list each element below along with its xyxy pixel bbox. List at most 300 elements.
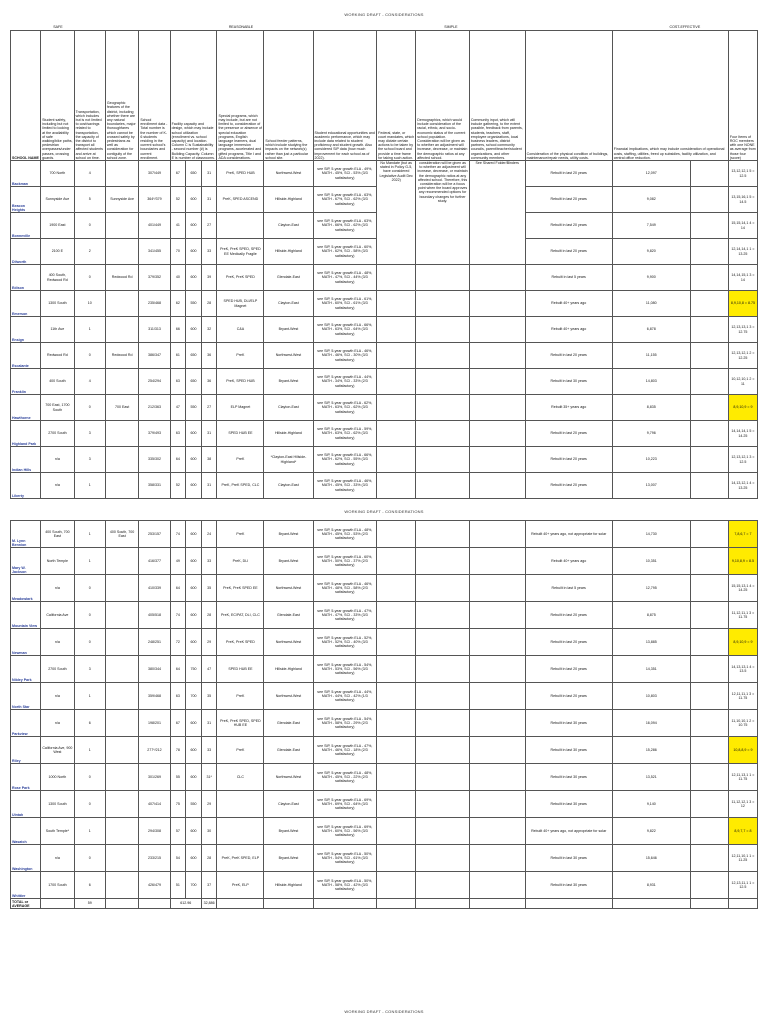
financial-value: 13,007: [612, 473, 690, 499]
empty-cell: [416, 818, 470, 845]
financial-value: 9,082: [612, 187, 690, 213]
group-safe: SAFE: [11, 24, 106, 31]
school-row: [11, 473, 758, 499]
financial-value: 8,931: [612, 872, 690, 899]
enrollment: 254/294: [139, 369, 170, 395]
empty-cell: [377, 447, 416, 473]
empty-cell: [377, 764, 416, 791]
empty-cell: [690, 521, 728, 548]
student-safety: 11th Ave: [41, 317, 74, 343]
totals-value-b: 32,886: [201, 899, 217, 909]
empty-cell: [377, 818, 416, 845]
roc-score: 15,15,13,1 4 = 14.25: [728, 575, 757, 602]
roc-score: 11,10,10,1 2 = 10.75: [728, 710, 757, 737]
empty-cell: [416, 845, 470, 872]
feeder-pattern: Hillside-Highland: [264, 656, 313, 683]
facility-c: 31: [201, 473, 217, 499]
student-safety: 1000 North: [41, 764, 74, 791]
school-name: Bonneville: [11, 213, 41, 239]
school-name: Highland Park: [11, 421, 41, 447]
transportation: 0: [74, 395, 105, 421]
financial-value: 8,835: [612, 395, 690, 421]
school-row: [11, 447, 758, 473]
feeder-pattern: Northwest-West: [264, 343, 313, 369]
feeder-pattern: Clayton-East: [264, 213, 313, 239]
roc-score: 12,13,12,1 2 = 12.25: [728, 343, 757, 369]
facility-a: 74: [170, 602, 186, 629]
financial-value: 8,875: [612, 602, 690, 629]
roc-score: 11,12,11,1 3 = 11.75: [728, 602, 757, 629]
geographic: Sunnyside Ave: [105, 187, 138, 213]
building-condition: Rebuilt in last 30 years: [525, 845, 612, 872]
educational-data: see SIP, 5-year growth ELA - 66%, MATH - 63%, SCI - 64% (3/3 satisfactory): [313, 317, 377, 343]
facility-b: 700: [186, 683, 202, 710]
roc-score: 14,14,15,1 3 = 14: [728, 265, 757, 291]
school-row: [11, 369, 758, 395]
facility-b: 700: [186, 872, 202, 899]
transportation: 3: [74, 656, 105, 683]
facility-a: 64: [170, 656, 186, 683]
col-head-geographic: Geographic features of the district, including whether there are any natural boundaries, major thoroughfares which cannot be crossed safely by pedestrians as well as consideration for contiguity of the school zone.: [105, 31, 138, 161]
empty-cell: [377, 791, 416, 818]
totals-row: [11, 899, 758, 909]
facility-a: 61: [170, 343, 186, 369]
facility-b: 600: [186, 187, 202, 213]
transportation: 4: [74, 161, 105, 187]
facility-b: 750: [186, 656, 202, 683]
totals-transport: 59: [74, 899, 105, 909]
facility-b: 600: [186, 575, 202, 602]
educational-data: see SIP, 5-year growth ELA - 69%, MATH - 69%, SCI - 64% (3/3 satisfactory): [313, 791, 377, 818]
empty-cell: [377, 421, 416, 447]
financial-value: 14,351: [612, 656, 690, 683]
facility-b: 650: [186, 369, 202, 395]
facility-a: 40: [170, 265, 186, 291]
enrollment: 426/479: [139, 872, 170, 899]
building-condition: Rebuilt in last 20 years: [525, 239, 612, 265]
financial-value: 9,822: [612, 818, 690, 845]
empty-cell: [416, 629, 470, 656]
school-row: [11, 872, 758, 899]
school-row: [11, 629, 758, 656]
transportation: 6: [74, 710, 105, 737]
empty-cell: [416, 683, 470, 710]
financial-value: 6,878: [612, 317, 690, 343]
empty-cell: [377, 845, 416, 872]
empty-cell: [416, 575, 470, 602]
financial-value: 10,351: [612, 548, 690, 575]
transportation: 1: [74, 317, 105, 343]
empty-cell: [690, 710, 728, 737]
feeder-pattern: Bryant-West: [264, 317, 313, 343]
empty-cell: [377, 395, 416, 421]
roc-score: 14,13,12,1 4 = 13.25: [728, 473, 757, 499]
empty-cell: [469, 343, 525, 369]
student-safety: 700 North: [41, 161, 74, 187]
empty-cell: [690, 845, 728, 872]
financial-value: 15,286: [612, 737, 690, 764]
empty-cell: [469, 791, 525, 818]
facility-c: 31: [201, 710, 217, 737]
special-programs: PreK, PreK SPED, CLC: [217, 473, 264, 499]
geographic: [105, 369, 138, 395]
transportation: 2: [74, 239, 105, 265]
facility-c: 33: [201, 737, 217, 764]
enrollment: 307/449: [139, 161, 170, 187]
empty-cell: [377, 629, 416, 656]
geographic: [105, 548, 138, 575]
roc-score: 10,12,10,1 2 = 11: [728, 369, 757, 395]
roc-score: 12,11,13,1 1 = 11.75: [728, 764, 757, 791]
transportation: 1: [74, 737, 105, 764]
building-condition: Rebuilt in last 30 years: [525, 710, 612, 737]
student-safety: n/a: [41, 683, 74, 710]
enrollment: 311/313: [139, 317, 170, 343]
considerations-table-bottom: [10, 520, 758, 909]
building-condition: Rebuilt in last 20 years: [525, 343, 612, 369]
student-safety: Sunnyside Ave: [41, 187, 74, 213]
facility-b: 600: [186, 239, 202, 265]
special-programs: PreK, SPED HUB: [217, 161, 264, 187]
building-condition: Rebuilt 35+ years ago: [525, 395, 612, 421]
empty-cell: [469, 421, 525, 447]
school-row: [11, 602, 758, 629]
col-head-student-safety: Student safety, including but not limited to looking at the availability of safe walking/bike paths, pedestrian overpasses/underpasses, crossing guards.: [41, 31, 74, 161]
school-name: Beacon Heights: [11, 187, 41, 213]
facility-b: 600: [186, 602, 202, 629]
special-programs: PreK: [217, 343, 264, 369]
financial-value: 9,820: [612, 239, 690, 265]
empty-cell: [690, 421, 728, 447]
facility-b: 600: [186, 845, 202, 872]
empty-cell: [377, 291, 416, 317]
financial-value: 12,097: [612, 161, 690, 187]
geographic: [105, 629, 138, 656]
facility-a: 54: [170, 845, 186, 872]
student-safety: 700 East, 1700 South: [41, 395, 74, 421]
roc-score: 15,15,14,1 4 = 14: [728, 213, 757, 239]
facility-a: 41: [170, 213, 186, 239]
enrollment: 198/201: [139, 710, 170, 737]
building-condition: Rebuilt in last 5 years: [525, 575, 612, 602]
school-row: [11, 265, 758, 291]
transportation: 0: [74, 265, 105, 291]
transportation: 0: [74, 343, 105, 369]
educational-data: see SIP, 5-year growth ELA - 60%, MATH - 62%, SCI - 58% (3/3 satisfactory): [313, 239, 377, 265]
transportation: 0: [74, 791, 105, 818]
empty-cell: [377, 265, 416, 291]
enrollment: 294/308: [139, 818, 170, 845]
transportation: 0: [74, 845, 105, 872]
facility-c: 35: [201, 575, 217, 602]
empty-cell: [416, 369, 470, 395]
geographic: 700 East: [105, 395, 138, 421]
school-row: [11, 343, 758, 369]
facility-a: 67: [170, 710, 186, 737]
facility-b: 600: [186, 764, 202, 791]
facility-a: 49: [170, 548, 186, 575]
col-head-special-programs: Special programs, which may include, but are not limited to, consideration of the presence or absence of special education programs, English language learners, dual language immersion programs, accelerated and gifted programs, Title I and ADA considerations.: [217, 31, 264, 161]
facility-a: 52: [170, 473, 186, 499]
student-safety: n/a: [41, 710, 74, 737]
empty-cell: [469, 683, 525, 710]
empty-cell: [416, 447, 470, 473]
student-safety: 400 South, Redwood Rd: [41, 265, 74, 291]
geographic: [105, 447, 138, 473]
educational-data: see SIP, 5-year growth ELA - 49%, MATH - 45%, SCI - 53% (3/3 satisfactory): [313, 161, 377, 187]
building-condition: Rebuilt in last 20 years: [525, 473, 612, 499]
student-safety: 1300 South: [41, 291, 74, 317]
facility-a: 74: [170, 521, 186, 548]
educational-data: see SIP, 5-year growth ELA - 63%, MATH - 67%, SCI - 62% (3/3 satisfactory): [313, 187, 377, 213]
empty-cell: [416, 737, 470, 764]
school-row: [11, 791, 758, 818]
feeder-pattern: Clayton-East: [264, 791, 313, 818]
roc-score: 7,8,6,7 = 7: [728, 521, 757, 548]
facility-b: 600: [186, 265, 202, 291]
enrollment: 248/251: [139, 629, 170, 656]
empty-cell: [416, 791, 470, 818]
geographic: [105, 602, 138, 629]
empty-cell: [690, 872, 728, 899]
special-programs: PreK, PreK SPED: [217, 265, 264, 291]
roc-score: 9,10,8,9 = 8.5: [728, 548, 757, 575]
empty-cell: [469, 369, 525, 395]
special-programs: SPED HUB EE: [217, 421, 264, 447]
facility-a: 63: [170, 683, 186, 710]
building-condition: Rebuilt 40+ years ago: [525, 548, 612, 575]
financial-value: 11,155: [612, 343, 690, 369]
educational-data: see SIP, 5-year growth ELA - 50%, MATH - 54%, SCI - 61% (3/3 satisfactory): [313, 845, 377, 872]
empty-cell: [690, 187, 728, 213]
empty-cell: [690, 602, 728, 629]
transportation: 4: [74, 369, 105, 395]
roc-score: 8,9,10,9 = 9: [728, 395, 757, 421]
feeder-pattern: Northwest-West: [264, 683, 313, 710]
col-head-financial: Financial implications, which may include consideration of operational costs, staffing, utilities, freed up subsidies, facility utilization, and central office reduction.: [612, 31, 728, 161]
educational-data: see SIP, 5-year growth ELA - 50%, MATH - 58%, SCI - 42% (3/3 satisfactory): [313, 872, 377, 899]
empty-cell: [416, 548, 470, 575]
col-head-score: Four Items of ROC members with one NONE as average from those four (score): [728, 31, 757, 161]
empty-cell: [690, 737, 728, 764]
educational-data: see SIP, 5-year growth ELA - 54%, MATH - 58%, SCI - 29% (2/3 satisfactory): [313, 710, 377, 737]
enrollment: 301/269: [139, 764, 170, 791]
empty-cell: [469, 629, 525, 656]
col-head-facility: Facility capacity and design, which may include school utilization (enrollment vs. school capacity) and location. Column C is Sustainability - second number (#) is Building Capacity. Column E is number of classrooms.: [170, 31, 217, 161]
student-safety: 400 South, 700 East: [41, 521, 74, 548]
special-programs: PreK, SPED ASCEND: [217, 187, 264, 213]
school-name: Washington: [11, 845, 41, 872]
col-head-transportation: Transportation, which includes but is not limited to cost/savings related to transportation, the capacity of the district to transport all affected students and arrive at school on time.: [74, 31, 105, 161]
roc-score: 14,13,13,1 4 = 13.5: [728, 656, 757, 683]
special-programs: PreK, DLI: [217, 548, 264, 575]
facility-c: 36: [201, 343, 217, 369]
school-name: Franklin: [11, 369, 41, 395]
student-safety: 1700 South: [41, 872, 74, 899]
student-safety: n/a: [41, 845, 74, 872]
empty-cell: [469, 575, 525, 602]
school-row: [11, 764, 758, 791]
enrollment: 335/302: [139, 447, 170, 473]
financial-value: 15,646: [612, 845, 690, 872]
building-condition: Rebuilt in last 30 years: [525, 764, 612, 791]
facility-b: 650: [186, 343, 202, 369]
educational-data: see SIP, 5-year growth ELA - 62%, MATH - 63%, SCI - 62% (3/3 satisfactory): [313, 395, 377, 421]
enrollment: 405/518: [139, 602, 170, 629]
feeder-pattern: Hillside-Highland: [264, 421, 313, 447]
special-programs: PreK, PreK SPED, SPED HUB EE: [217, 710, 264, 737]
facility-a: 64: [170, 575, 186, 602]
facility-b: 550: [186, 791, 202, 818]
col-head-school-name: SCHOOL NAME: [11, 31, 41, 161]
special-programs: PreK: [217, 683, 264, 710]
enrollment: 235/468: [139, 291, 170, 317]
feeder-pattern: Bryant-West: [264, 548, 313, 575]
empty-cell: [690, 548, 728, 575]
school-name: Escalante: [11, 343, 41, 369]
enrollment: 379/493: [139, 421, 170, 447]
empty-cell: [690, 265, 728, 291]
empty-cell: [377, 343, 416, 369]
enrollment: 277*/212: [139, 737, 170, 764]
financial-value: 9,900: [612, 265, 690, 291]
school-name: North Star: [11, 683, 41, 710]
empty-cell: [416, 317, 470, 343]
empty-cell: [690, 818, 728, 845]
geographic: [105, 710, 138, 737]
school-row: [11, 395, 758, 421]
facility-c: 47: [201, 656, 217, 683]
page-footer: WORKING DRAFT - CONSIDERATIONS: [344, 1009, 424, 1014]
building-condition: Rebuilt in last 30 years: [525, 791, 612, 818]
col-head-feeder: School feeder patterns, which include studying the impacts on the network(s) rather than just a particular school site.: [264, 31, 313, 161]
facility-a: 57: [170, 818, 186, 845]
empty-cell: [469, 521, 525, 548]
transportation: 3: [74, 447, 105, 473]
school-row: [11, 521, 758, 548]
school-row: [11, 421, 758, 447]
special-programs: PreK, EC/PAT, DLI, CLC: [217, 602, 264, 629]
facility-c: 38: [201, 447, 217, 473]
empty-cell: [690, 764, 728, 791]
empty-cell: [416, 521, 470, 548]
educational-data: see SIP, 5-year growth ELA - 69%, MATH - 60%, SCI - 56% (3/3 satisfactory): [313, 818, 377, 845]
student-safety: 2700 South: [41, 656, 74, 683]
educational-data: see SIP, 5-year growth ELA - 46%, MATH - 45%, SCI - 33% (3/3 satisfactory): [313, 473, 377, 499]
building-condition: Rebuilt in last 20 years: [525, 656, 612, 683]
building-condition: Rebuilt in last 5 years: [525, 265, 612, 291]
facility-a: 63: [170, 421, 186, 447]
geographic: [105, 161, 138, 187]
roc-score: 12,13,13,1 3 = 12.75: [728, 317, 757, 343]
empty-cell: [690, 317, 728, 343]
school-name: Rose Park: [11, 764, 41, 791]
feeder-pattern: Bryant-West: [264, 521, 313, 548]
empty-cell: [377, 656, 416, 683]
school-name: Indian Hills: [11, 447, 41, 473]
enrollment: 386/347: [139, 343, 170, 369]
empty-cell: [416, 872, 470, 899]
demographics-note: consideration will be given as to whether an adjustment will increase, decrease, or maintain the demographic ratios at any affected school. Therefore, this consideration will be a focus point when the board approves any recommended options for boundary changes for further study.: [416, 161, 470, 265]
feeder-pattern: Bryant-West: [264, 818, 313, 845]
geographic: [105, 764, 138, 791]
empty-cell: [416, 764, 470, 791]
col-head-physical: Consideration of the physical condition of buildings, maintenance/repair needs, utility costs.: [525, 31, 612, 161]
enrollment: 233/215: [139, 845, 170, 872]
roc-score: 13,15,16,1 5 = 14.5: [728, 187, 757, 213]
school-row: [11, 737, 758, 764]
financial-value: 12,795: [612, 575, 690, 602]
educational-data: see SIP, 5-year growth ELA - 47%, MATH - 46%, SCI - 18% (2/3 satisfactory): [313, 737, 377, 764]
facility-a: 72: [170, 629, 186, 656]
empty-cell: [416, 473, 470, 499]
financial-value: 14,803: [612, 369, 690, 395]
facility-c: 33: [201, 239, 217, 265]
facility-c: 27: [201, 395, 217, 421]
educational-data: see SIP, 5-year growth ELA - 54%, MATH - 53%, SCI - 56% (3/3 satisfactory): [313, 656, 377, 683]
enrollment: 380/344: [139, 656, 170, 683]
special-programs: PreK, PreK SPED EE: [217, 575, 264, 602]
geographic: 400 South, 700 East: [105, 521, 138, 548]
facility-a: 75: [170, 791, 186, 818]
geographic: [105, 317, 138, 343]
facility-a: 78: [170, 737, 186, 764]
educational-data: see SIP, 5-year growth ELA - 47%, MATH - 47%, SCI - 33% (3/3 satisfactory): [313, 602, 377, 629]
roc-score: 10,8,8,9 = 9: [728, 737, 757, 764]
feeder-pattern: Glendale-East: [264, 602, 313, 629]
enrollment: 410/339: [139, 575, 170, 602]
group-cost-effective: COST-EFFECTIVE: [612, 24, 757, 31]
school-row: [11, 548, 758, 575]
facility-c: 32: [201, 317, 217, 343]
school-name: Whittier: [11, 872, 41, 899]
school-row: [11, 291, 758, 317]
enrollment: 379/352: [139, 265, 170, 291]
enrollment: 401/449: [139, 213, 170, 239]
empty-cell: [469, 548, 525, 575]
transportation: 0: [74, 764, 105, 791]
feeder-pattern: Bryant-West: [264, 369, 313, 395]
transportation: 1: [74, 818, 105, 845]
geographic: [105, 791, 138, 818]
geographic: [105, 737, 138, 764]
student-safety: n/a: [41, 447, 74, 473]
building-condition: Rebuilt in last 20 years: [525, 602, 612, 629]
feeder-pattern: Northwest-West: [264, 161, 313, 187]
transportation: 0: [74, 575, 105, 602]
building-condition: Rebuilt 40+ years ago: [525, 291, 612, 317]
feeder-pattern: Hillside-Highland: [264, 239, 313, 265]
financial-value: 14,730: [612, 521, 690, 548]
feeder-pattern: Glendale-East: [264, 737, 313, 764]
facility-c: 28: [201, 291, 217, 317]
empty-cell: [469, 737, 525, 764]
building-condition: Rebuilt in last 30 years: [525, 872, 612, 899]
special-programs: [217, 791, 264, 818]
transportation: 0: [74, 629, 105, 656]
feeder-pattern: Bryant-West: [264, 845, 313, 872]
educational-data: see SIP, 5-year growth ELA - 61%, MATH - 60%, SCI - 61% (3/3 satisfactory): [313, 291, 377, 317]
facility-c: 31: [201, 161, 217, 187]
group-simple: SIMPLE: [377, 24, 525, 31]
educational-data: see SIP, 5-year growth ELA - 44%, MATH - 44%, SCI - 42% (1/3 satisfactory): [313, 683, 377, 710]
financial-value: 9,140: [612, 791, 690, 818]
empty-cell: [469, 764, 525, 791]
special-programs: PreK: [217, 447, 264, 473]
transportation: 3: [74, 421, 105, 447]
educational-data: see SIP, 5-year growth ELA - 44%, MATH - 34%, SCI - 33% (2/3 satisfactory): [313, 369, 377, 395]
facility-a: 70: [170, 239, 186, 265]
